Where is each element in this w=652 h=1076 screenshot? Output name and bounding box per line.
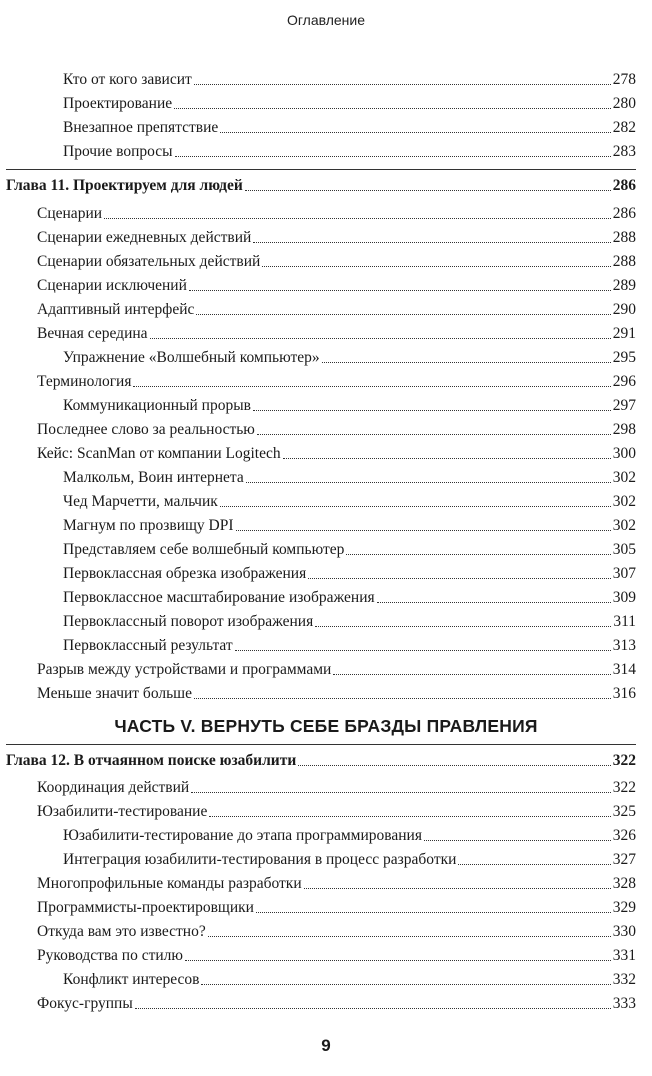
- toc-entry-page: 302: [612, 493, 636, 510]
- leader-dots: [220, 132, 611, 133]
- toc-entry-page: 290: [612, 301, 636, 318]
- leader-dots: [253, 242, 610, 243]
- toc-entry-page: 288: [612, 229, 636, 246]
- toc-entry-title: Фокус-группы: [37, 995, 133, 1012]
- toc-entry-title: Кейс: ScanMan от компании Logitech: [37, 445, 281, 462]
- toc-entry-page: 298: [612, 421, 636, 438]
- toc-entry-page: 333: [612, 995, 636, 1012]
- chapter-rule: [6, 744, 636, 745]
- toc-entry[interactable]: [0, 846, 652, 869]
- toc-entry-title: Программисты-проектировщики: [37, 899, 254, 916]
- toc-entry-title: Конфликт интересов: [63, 971, 200, 988]
- toc-entry[interactable]: [0, 368, 652, 391]
- leader-dots: [253, 410, 611, 411]
- leader-dots: [175, 156, 611, 157]
- leader-dots: [104, 218, 611, 219]
- toc-entry-title: Проектирование: [63, 95, 173, 112]
- toc-entry-page: 313: [612, 637, 636, 654]
- toc-entry-title: Малкольм, Воин интернета: [63, 469, 244, 486]
- toc-entry[interactable]: [0, 200, 652, 223]
- toc-entry[interactable]: [0, 320, 652, 343]
- toc-entry-page: 305: [612, 541, 636, 558]
- toc-entry[interactable]: [0, 870, 652, 893]
- leader-dots: [208, 936, 611, 937]
- leader-dots: [236, 530, 611, 531]
- leader-dots: [315, 626, 611, 627]
- leader-dots: [298, 765, 610, 766]
- toc-entry-title: Представляем себе волшебный компьютер: [63, 541, 345, 558]
- toc-entry[interactable]: [0, 774, 652, 797]
- toc-entry[interactable]: [0, 488, 652, 511]
- toc-entry[interactable]: [0, 344, 652, 367]
- toc-entry-page: 283: [612, 143, 636, 160]
- toc-entry[interactable]: [0, 798, 652, 821]
- toc-entry-title: Первоклассная обрезка изображения: [63, 565, 307, 582]
- leader-dots: [201, 984, 610, 985]
- toc-entry-page: 302: [612, 517, 636, 534]
- toc-entry-title: Руководства по стилю: [37, 947, 183, 964]
- toc-entry-title: Разрыв между устройствами и программами: [37, 661, 332, 678]
- leader-dots: [283, 458, 611, 459]
- leader-dots: [220, 506, 611, 507]
- toc-entry-page: 311: [613, 613, 636, 630]
- toc-entry-title: Меньше значит больше: [37, 685, 192, 702]
- leader-dots: [257, 434, 611, 435]
- leader-dots: [235, 650, 611, 651]
- leader-dots: [174, 108, 611, 109]
- toc-entry-page: 289: [612, 277, 636, 294]
- toc-entry-page: 325: [612, 803, 636, 820]
- toc-entry[interactable]: [0, 512, 652, 535]
- toc-entry-page: 300: [612, 445, 636, 462]
- toc-entry[interactable]: [0, 90, 652, 113]
- toc-entry-page: 295: [612, 349, 636, 366]
- toc-entry[interactable]: [0, 680, 652, 703]
- toc-entry-title: Внезапное препятствие: [63, 119, 219, 136]
- leader-dots: [458, 864, 610, 865]
- toc-entry[interactable]: [0, 416, 652, 439]
- toc-entry-page: 322: [612, 779, 636, 796]
- toc-entry-title: Сценарии обязательных действий: [37, 253, 261, 270]
- leader-dots: [304, 888, 611, 889]
- toc-entry-page: 327: [612, 851, 636, 868]
- toc-entry[interactable]: [0, 918, 652, 941]
- toc-chapter[interactable]: [0, 172, 652, 195]
- toc-entry[interactable]: [0, 656, 652, 679]
- leader-dots: [377, 602, 611, 603]
- toc-entry[interactable]: [0, 248, 652, 271]
- toc-entry-page: 328: [612, 875, 636, 892]
- part-heading: ЧАСТЬ V. ВЕРНУТЬ СЕБЕ БРАЗДЫ ПРАВЛЕНИЯ: [114, 716, 538, 736]
- toc-entry-page: 307: [612, 565, 636, 582]
- toc-entry-page: 291: [612, 325, 636, 342]
- toc-entry[interactable]: [0, 894, 652, 917]
- leader-dots: [424, 840, 611, 841]
- toc-chapter-title: Глава 11. Проектируем для людей: [6, 177, 243, 194]
- leader-dots: [256, 912, 611, 913]
- toc-entry-page: 288: [612, 253, 636, 270]
- toc-entry-title: Упражнение «Волшебный компьютер»: [63, 349, 320, 366]
- toc-entry-page: 332: [612, 971, 636, 988]
- toc-entry[interactable]: [0, 272, 652, 295]
- leader-dots: [245, 190, 611, 191]
- toc-entry-title: Откуда вам это известно?: [37, 923, 206, 940]
- toc-entry-page: 326: [612, 827, 636, 844]
- toc-entry-title: Последнее слово за реальностью: [37, 421, 255, 438]
- toc-entry[interactable]: [0, 632, 652, 655]
- toc-entry-title: Прочие вопросы: [63, 143, 173, 160]
- leader-dots: [133, 386, 610, 387]
- toc-entry[interactable]: [0, 138, 652, 161]
- toc-chapter-page: 286: [612, 177, 636, 194]
- leader-dots: [194, 84, 611, 85]
- toc-entry-title: Кто от кого зависит: [63, 71, 192, 88]
- toc-entry[interactable]: [0, 560, 652, 583]
- toc-entry[interactable]: [0, 296, 652, 319]
- toc-entry-title: Сценарии ежедневных действий: [37, 229, 252, 246]
- leader-dots: [262, 266, 610, 267]
- toc-entry-title: Интеграция юзабилити-тестирования в процесс разработки: [63, 851, 457, 868]
- toc-entry-title: Сценарии исключений: [37, 277, 187, 294]
- leader-dots: [135, 1008, 611, 1009]
- toc-entry[interactable]: [0, 392, 652, 415]
- running-head: Оглавление: [286, 12, 366, 28]
- leader-dots: [246, 482, 611, 483]
- leader-dots: [191, 792, 611, 793]
- leader-dots: [322, 362, 611, 363]
- toc-entry-page: 329: [612, 899, 636, 916]
- toc-entry-title: Чед Марчетти, мальчик: [63, 493, 218, 510]
- toc-entry-title: Юзабилити-тестирование до этапа программирования: [63, 827, 422, 844]
- toc-entry[interactable]: [0, 114, 652, 137]
- toc-entry-page: 302: [612, 469, 636, 486]
- toc-entry-title: Вечная середина: [37, 325, 148, 342]
- leader-dots: [209, 816, 610, 817]
- toc-entry[interactable]: [0, 66, 652, 89]
- leader-dots: [189, 290, 611, 291]
- toc-entry-page: 296: [612, 373, 636, 390]
- toc-entry[interactable]: [0, 966, 652, 989]
- toc-entry-title: Юзабилити-тестирование: [37, 803, 208, 820]
- leader-dots: [346, 554, 610, 555]
- toc-entry-page: 316: [612, 685, 636, 702]
- toc-entry-title: Первоклассный результат: [63, 637, 233, 654]
- toc-entry[interactable]: [0, 584, 652, 607]
- toc-entry[interactable]: [0, 224, 652, 247]
- toc-entry-title: Терминология: [37, 373, 132, 390]
- toc-entry-title: Адаптивный интерфейс: [37, 301, 195, 318]
- leader-dots: [333, 674, 610, 675]
- toc-entry-page: 278: [612, 71, 636, 88]
- leader-dots: [308, 578, 611, 579]
- toc-entry[interactable]: [0, 536, 652, 559]
- toc-entry-title: Первоклассное масштабирование изображения: [63, 589, 375, 606]
- toc-entry[interactable]: [0, 942, 652, 965]
- toc-entry[interactable]: [0, 608, 652, 631]
- leader-dots: [194, 698, 611, 699]
- leader-dots: [185, 960, 611, 961]
- toc-entry-page: 280: [612, 95, 636, 112]
- toc-entry-page: 331: [612, 947, 636, 964]
- toc-entry[interactable]: [0, 440, 652, 463]
- toc-chapter-title: Глава 12. В отчаянном поиске юзабилити: [6, 752, 297, 769]
- toc-entry-page: 282: [612, 119, 636, 136]
- toc-entry-title: Магнум по прозвищу DPI: [63, 517, 234, 534]
- toc-chapter-page: 322: [612, 752, 636, 769]
- leader-dots: [196, 314, 610, 315]
- toc-entry-page: 330: [612, 923, 636, 940]
- toc-entry[interactable]: [0, 464, 652, 487]
- toc-entry[interactable]: [0, 822, 652, 845]
- toc-entry-title: Координация действий: [37, 779, 190, 796]
- toc-entry-page: 309: [612, 589, 636, 606]
- toc-entry-page: 314: [612, 661, 636, 678]
- toc-entry-title: Многопрофильные команды разработки: [37, 875, 302, 892]
- toc-entry-title: Сценарии: [37, 205, 103, 222]
- leader-dots: [150, 338, 611, 339]
- toc-chapter[interactable]: [0, 747, 652, 770]
- toc-entry-title: Коммуникационный прорыв: [63, 397, 251, 414]
- toc-entry-page: 297: [612, 397, 636, 414]
- toc-entry[interactable]: [0, 990, 652, 1013]
- page-number: 9: [321, 1036, 331, 1055]
- chapter-rule: [6, 169, 636, 170]
- toc-entry-page: 286: [612, 205, 636, 222]
- toc-entry-title: Первоклассный поворот изображения: [63, 613, 314, 630]
